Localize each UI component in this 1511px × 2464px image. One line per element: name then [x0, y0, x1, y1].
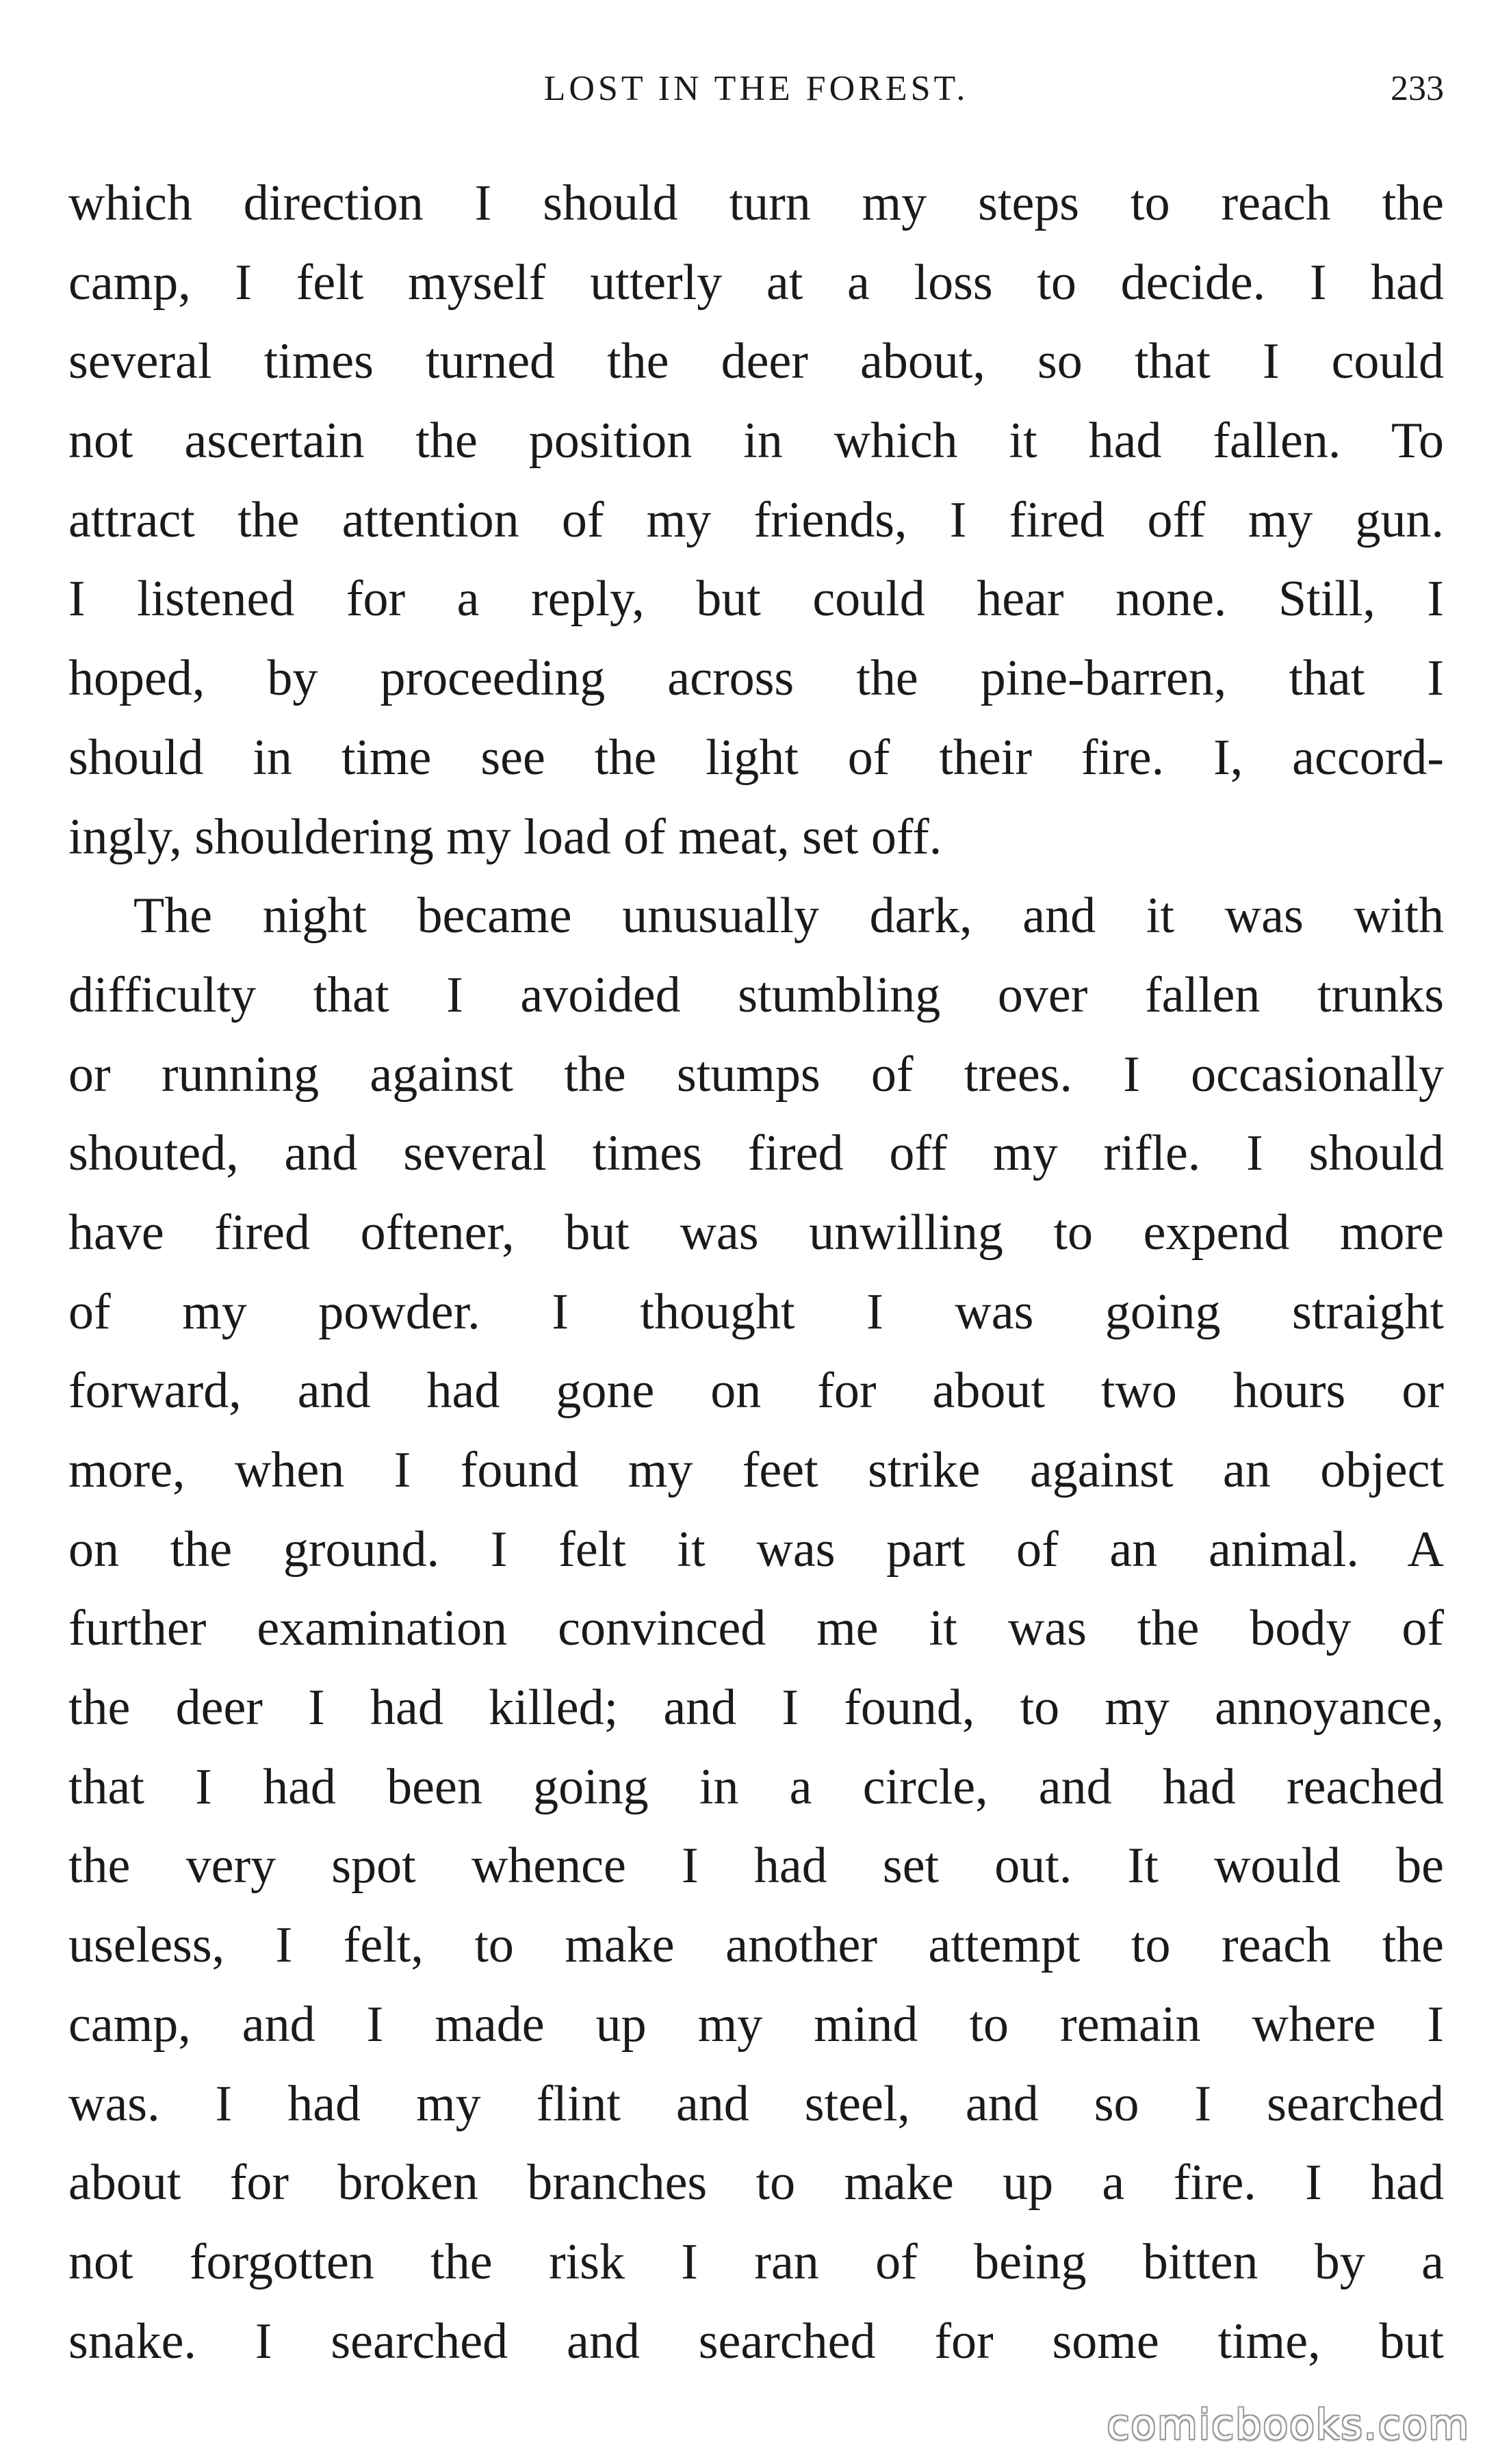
text-line: about for broken branches to make up a fire. I had — [68, 2155, 1444, 2211]
text-line: shouted, and several times fired off my rifle. I should — [68, 1125, 1444, 1182]
text-line: snake. I searched and searched for some time, but — [68, 2313, 1444, 2370]
text-line: the very spot whence I had set out. It would be — [68, 1838, 1444, 1895]
text-line: attract the attention of my friends, I fired off my gun. — [68, 491, 1444, 548]
text-line: camp, and I made up my mind to remain where I — [68, 1996, 1444, 2053]
text-line: the deer I had killed; and I found, to my annoyance, — [68, 1680, 1444, 1736]
text-line: on the ground. I felt it was part of an animal. A — [68, 1521, 1444, 1578]
text-line: camp, I felt myself utterly at a loss to decide. I had — [68, 254, 1444, 311]
text-line: not forgotten the risk I ran of being bitten by a — [68, 2233, 1444, 2290]
page-number: 233 — [1391, 69, 1444, 108]
text-line: was. I had my flint and steel, and so I searched — [68, 2075, 1444, 2132]
text-line: The night became unusually dark, and it was with — [133, 888, 1444, 945]
text-line: difficulty that I avoided stumbling over fallen trunks — [68, 966, 1444, 1023]
text-line: or running against the stumps of trees. I occasionally — [68, 1046, 1444, 1103]
text-line: useless, I felt, to make another attempt to reach the — [68, 1917, 1444, 1974]
watermark: comicbooks.com — [1107, 2401, 1470, 2449]
text-line: hoped, by proceeding across the pine-barren, that I — [68, 650, 1444, 707]
text-line: further examination convinced me it was the body of — [68, 1600, 1444, 1657]
text-line: more, when I found my feet strike against an object — [68, 1442, 1444, 1498]
text-line: have fired oftener, but was unwilling to expend more — [68, 1204, 1444, 1261]
body-text — [68, 164, 1444, 2381]
text-line: I listened for a reply, but could hear none. Still, I — [68, 571, 1444, 628]
running-head — [68, 62, 1444, 116]
text-line: several times turned the deer about, so that I could — [68, 333, 1444, 390]
text-line: that I had been going in a circle, and had reached — [68, 1758, 1444, 1815]
text-line: which direction I should turn my steps to reach the — [68, 175, 1444, 231]
text-line: forward, and had gone on for about two hours or — [68, 1363, 1444, 1420]
text-line: ingly, shouldering my load of meat, set off. — [68, 808, 942, 865]
text-line: should in time see the light of their fire. I, accord- — [68, 729, 1444, 786]
running-title: LOST IN THE FOREST. — [543, 69, 969, 108]
text-line: not ascertain the position in which it had fallen. To — [68, 413, 1444, 470]
text-line: of my powder. I thought I was going straight — [68, 1283, 1444, 1340]
